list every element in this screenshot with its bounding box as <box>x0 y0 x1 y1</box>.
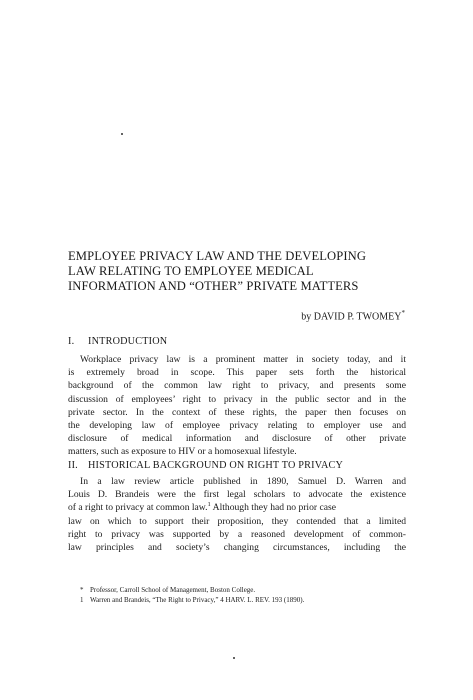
text-line: background of the common law right to privacy, and presents some <box>68 380 406 392</box>
text-line: discussion of employees’ right to privacy in the public sector and in the <box>68 393 406 405</box>
text-line <box>68 501 406 514</box>
text-line: In a law review article published in 1890, Samuel D. Warren and <box>80 476 406 487</box>
text-line: the developing law of employee privacy relating to employer use and <box>68 420 406 432</box>
section-heading-historical-background <box>68 460 343 472</box>
text-run: of a right to privacy at common law. <box>68 502 208 514</box>
footnote-text: Warren and Brandeis, “The Right to Privacy,” 4 HARV. L. REV. 193 (1890). <box>90 596 305 604</box>
footnote-mark: 1 <box>80 596 84 604</box>
text-line: private sector. In the context of these rights, the paper then focuses on <box>68 406 406 418</box>
introduction-paragraph <box>68 353 406 459</box>
text-line: law on which to support their proposition, they contended that a limited <box>68 515 406 527</box>
section-number: I. <box>68 336 75 347</box>
scan-speck <box>233 657 235 659</box>
author-name: by DAVID P. TWOMEY <box>301 311 402 323</box>
text-line: disclosure of medical information and disclosure of other private <box>68 433 406 445</box>
author-byline <box>301 307 405 323</box>
footnote-mark: * <box>80 586 84 594</box>
author-footnote-mark: * <box>401 309 405 317</box>
text-line: right to privacy was supported by a reasoned development of common- <box>68 528 406 540</box>
text-line: matters, such as exposure to HIV or a homosexual lifestyle. <box>68 446 297 458</box>
footnote-text: Professor, Carroll School of Management, Boston College. <box>90 586 256 594</box>
scan-speck <box>121 133 123 135</box>
footnote-reference: 1 <box>207 501 211 509</box>
footnote <box>80 595 304 605</box>
text-line: is extremely broad in scope. This paper sets forth the historical <box>68 367 406 379</box>
section-number: II. <box>68 460 78 471</box>
text-run: Although they had no prior case <box>212 502 336 514</box>
text-line: Louis D. Brandeis were the first legal scholars to advocate the existence <box>68 489 406 501</box>
section-title: HISTORICAL BACKGROUND ON RIGHT TO PRIVACY <box>88 460 344 471</box>
section-heading-introduction <box>68 336 167 348</box>
title-line: INFORMATION AND “OTHER” PRIVATE MATTERS <box>68 279 359 293</box>
footnotes <box>80 585 304 605</box>
title-line: LAW RELATING TO EMPLOYEE MEDICAL <box>68 264 314 278</box>
article-title <box>68 249 408 294</box>
section-title: INTRODUCTION <box>88 336 168 347</box>
text-line: Workplace privacy law is a prominent matter in society today, and it <box>80 354 406 365</box>
title-line: EMPLOYEE PRIVACY LAW AND THE DEVELOPING <box>68 249 367 263</box>
text-line: law principles and society’s changing circumstances, including the <box>68 542 406 554</box>
historical-background-paragraph <box>68 475 406 554</box>
footnote <box>80 585 304 595</box>
